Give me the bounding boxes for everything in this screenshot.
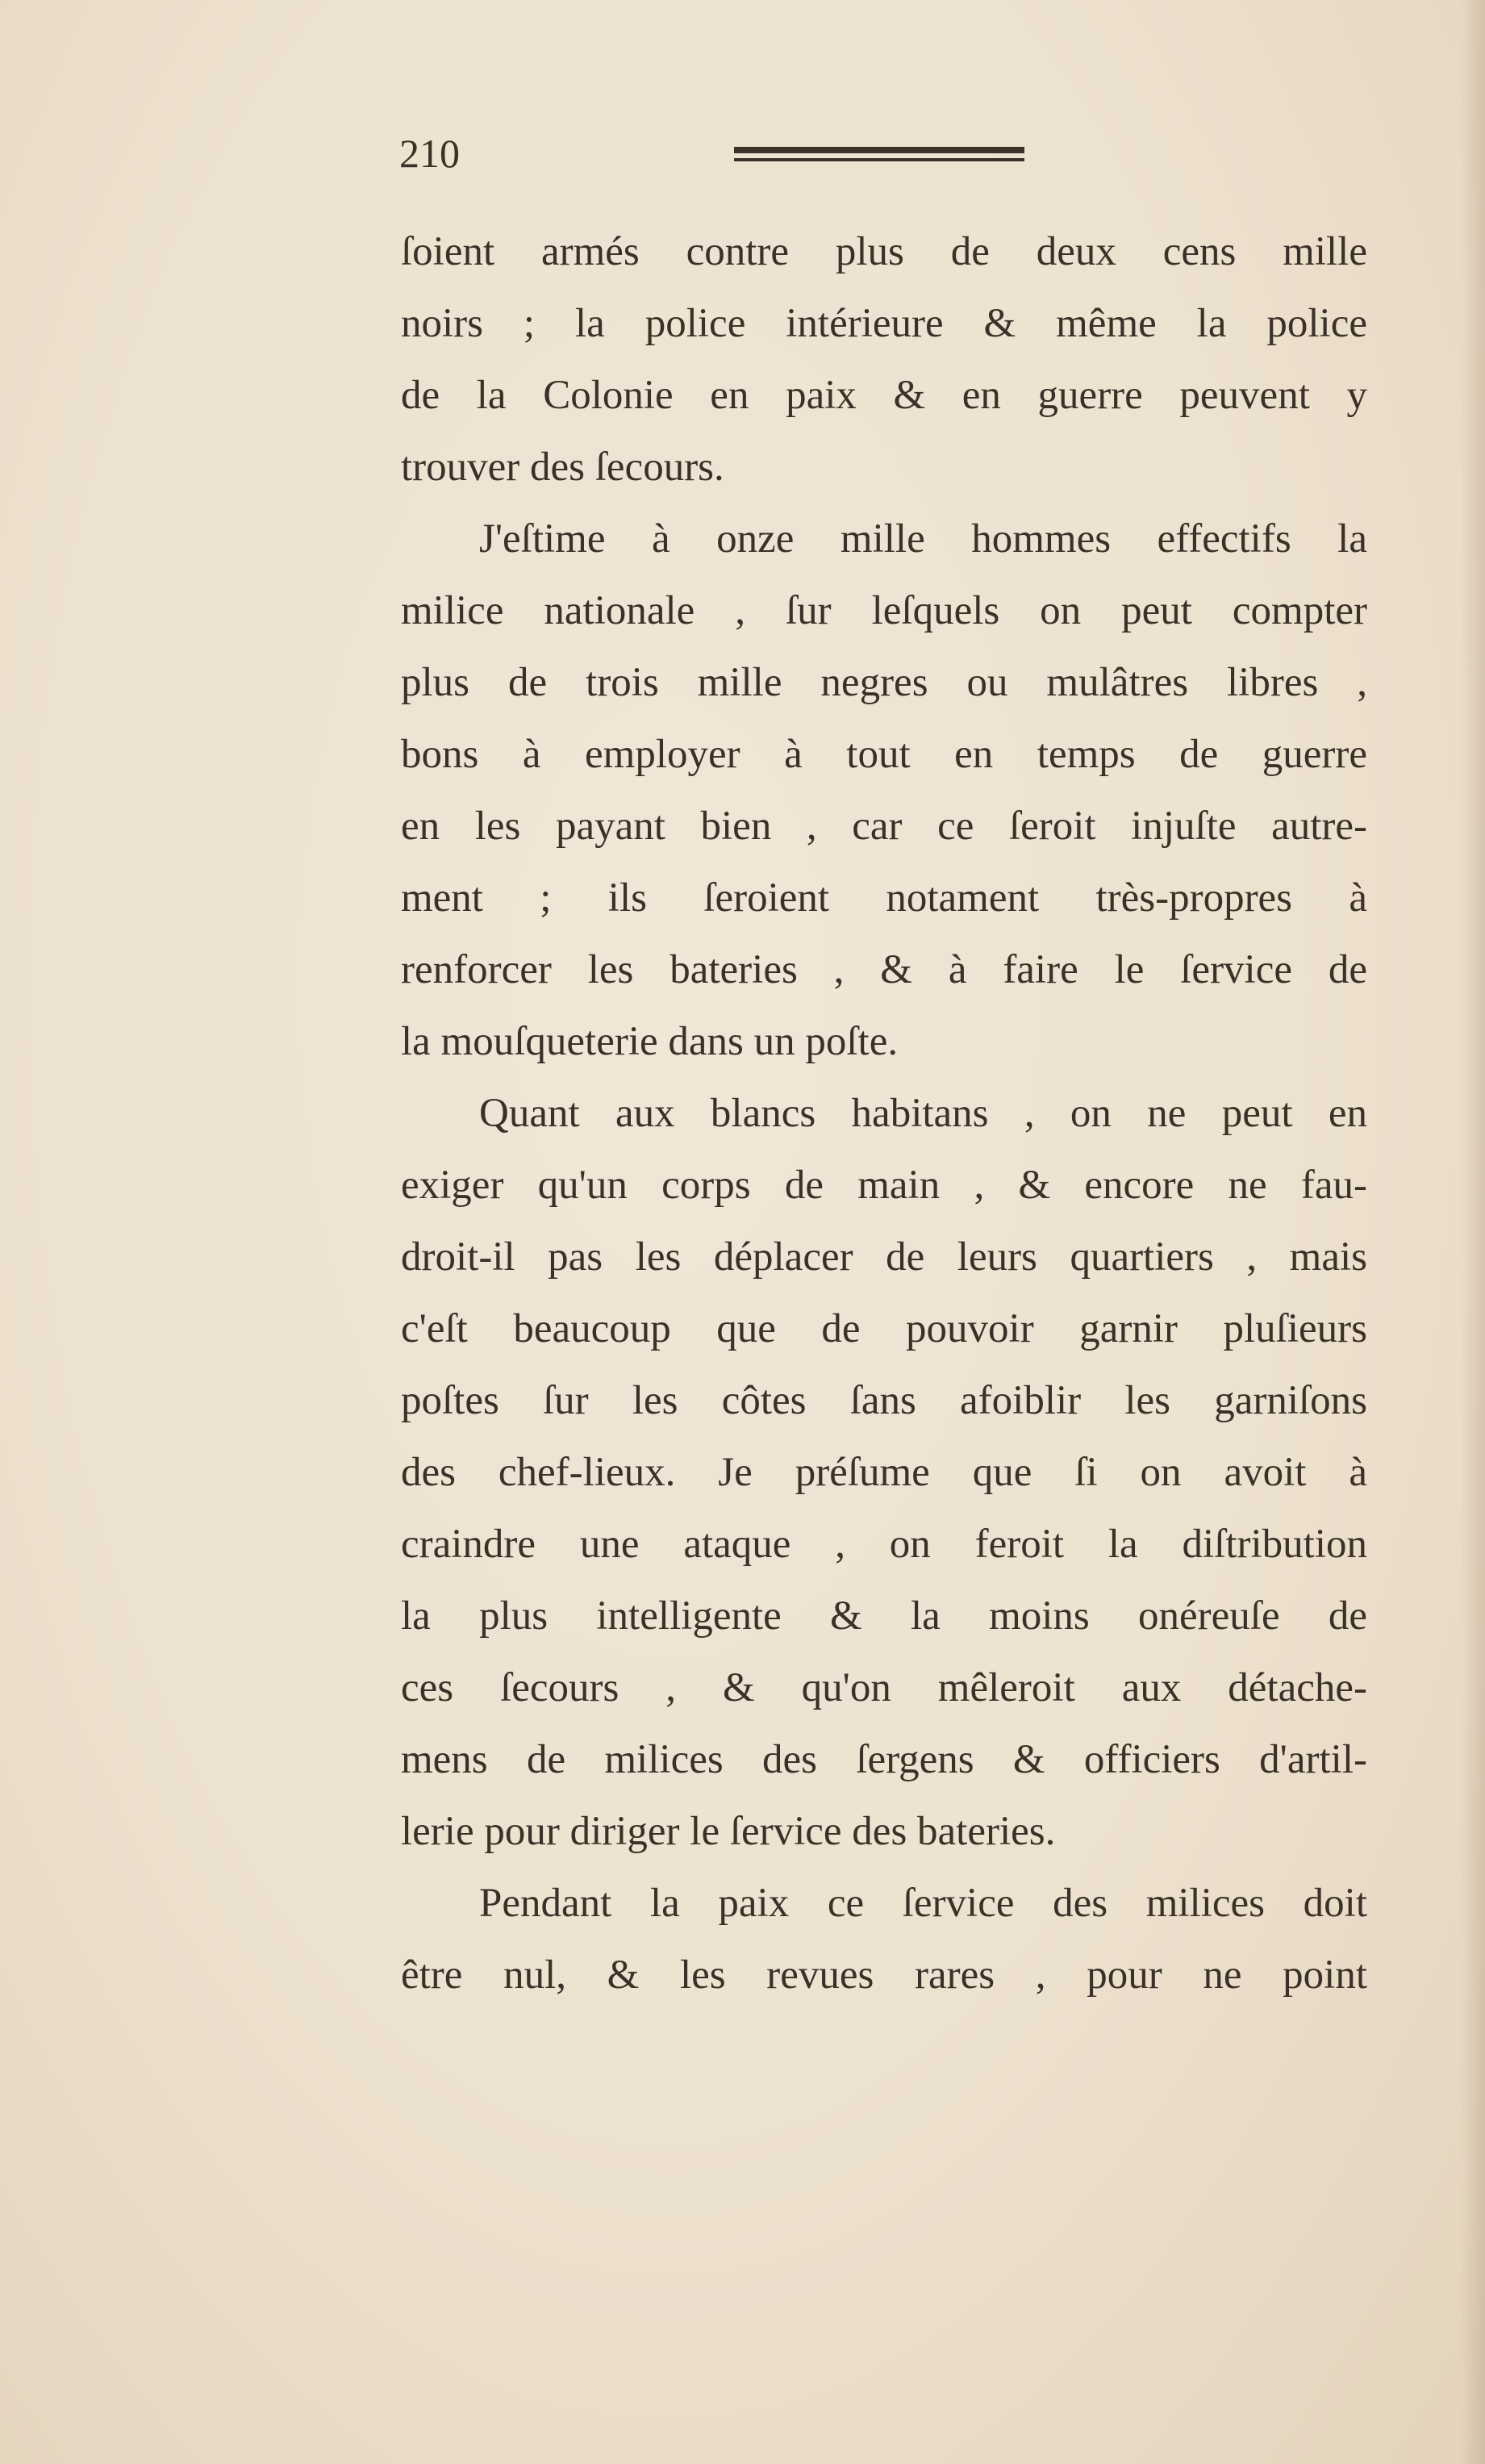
text-line: ſoient armés contre plus de deux cens mille [401,229,1367,274]
text-line: craindre une ataque , on feroit la diſtribution [401,1522,1367,1567]
text-line: lerie pour diriger le ſervice des bateries. [401,1809,1056,1854]
text-line: de la Colonie en paix & en guerre peuvent y [401,373,1367,418]
text-line: trouver des ſecours. [401,445,724,490]
text-line: mens de milices des ſergens & officiers d'artil- [401,1737,1367,1782]
text-line: ment ; ils ſeroient notament très-propres à [401,875,1367,921]
text-line: la mouſqueterie dans un poſte. [401,1019,899,1064]
page-number: 210 [399,131,460,176]
header-rule-thin [734,158,1024,161]
text-line: droit-il pas les déplacer de leurs quartiers , mais [401,1234,1367,1280]
page-body-text [401,216,1367,2011]
text-line: en les payant bien , car ce ſeroit injuſte autre- [401,804,1367,849]
page-edge-shadow [1461,0,1485,2464]
page-header [399,129,1367,177]
text-line: la plus intelligente & la moins onéreuſe de [401,1593,1367,1639]
header-rule [734,147,1024,153]
text-line: J'eſtime à onze mille hommes effectifs la [479,516,1367,562]
text-line: noirs ; la police intérieure & même la police [401,301,1367,346]
text-line: c'eſt beaucoup que de pouvoir garnir pluſieurs [401,1306,1367,1351]
text-line: bons à employer à tout en temps de guerre [401,732,1367,777]
text-line: renforcer les bateries , & à faire le ſervice de [401,947,1367,992]
text-line: milice nationale , ſur leſquels on peut compter [401,588,1367,633]
text-line: Pendant la paix ce ſervice des milices doit [479,1881,1367,1926]
text-line: Quant aux blancs habitans , on ne peut en [479,1091,1367,1136]
text-line: plus de trois mille negres ou mulâtres libres , [401,660,1367,705]
text-line: ces ſecours , & qu'on mêleroit aux détache- [401,1665,1367,1710]
text-line: être nul, & les revues rares , pour ne point [401,1952,1367,1998]
text-line: exiger qu'un corps de main , & encore ne fau- [401,1163,1367,1208]
text-line: des chef-lieux. Je préſume que ſi on avoit à [401,1450,1367,1495]
text-line: poſtes ſur les côtes ſans afoiblir les garniſons [401,1378,1367,1423]
